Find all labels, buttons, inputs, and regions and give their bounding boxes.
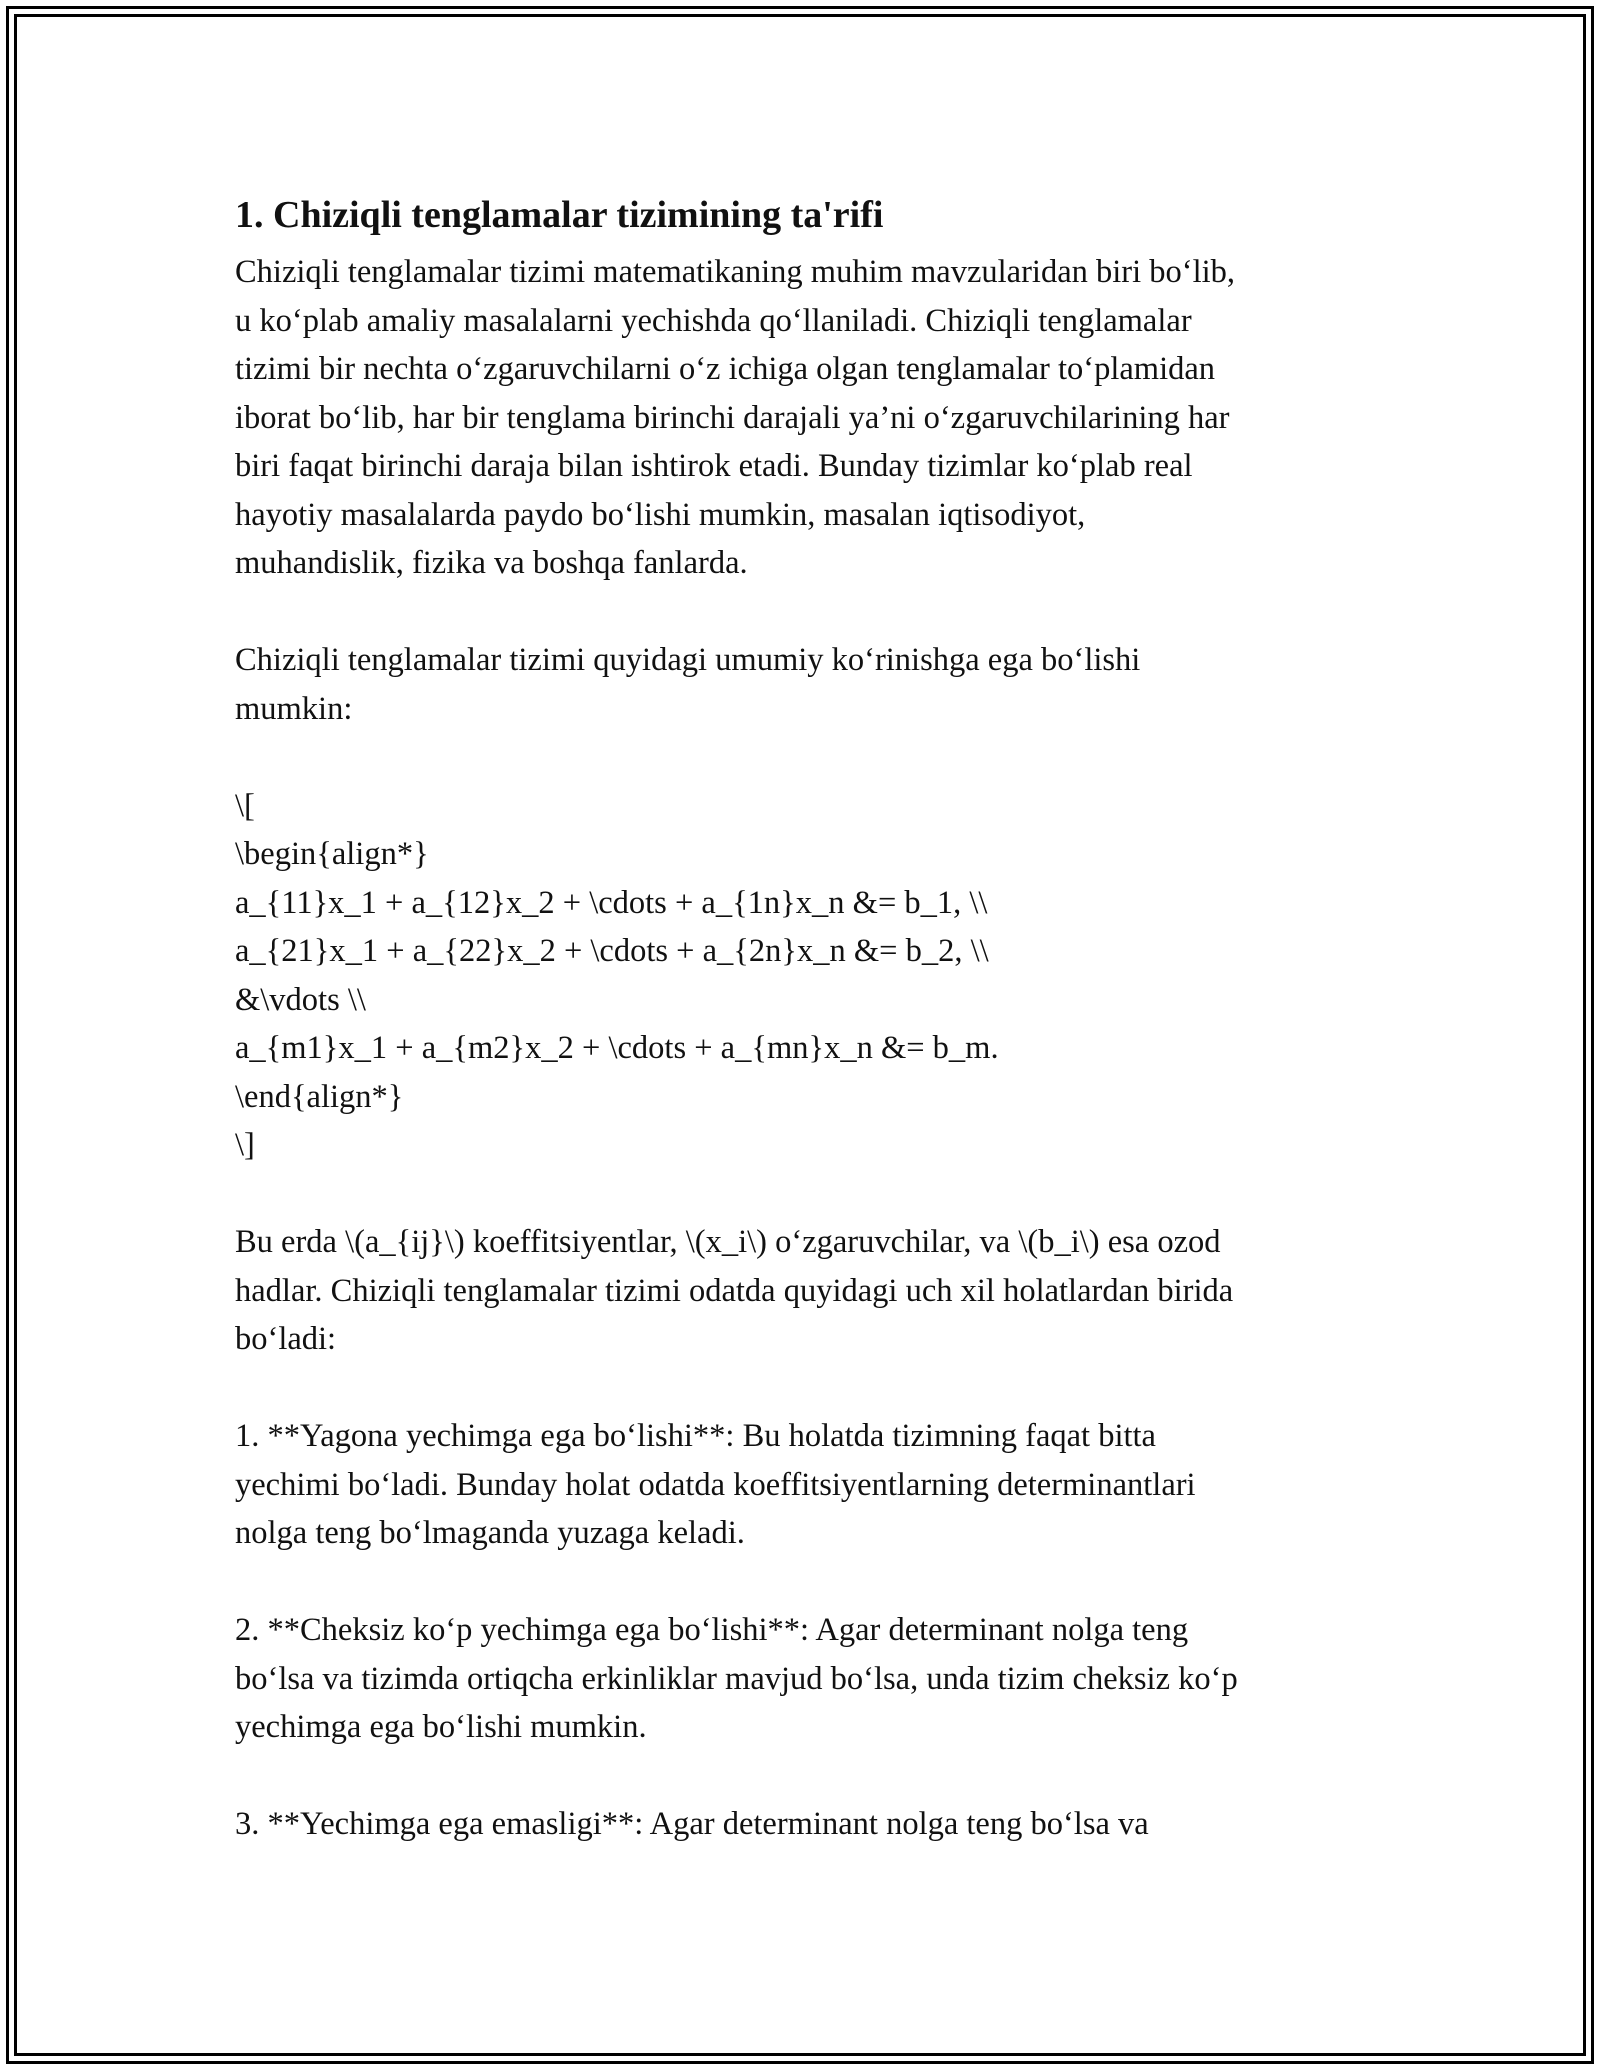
paragraph-line: nolga teng bo‘lmaganda yuzaga keladi.: [235, 1515, 745, 1551]
equation-line: \[: [235, 787, 255, 824]
paragraph-line: tizimi bir nechta o‘zgaruvchilarni o‘z ichiga olgan tenglamalar to‘plamidan: [235, 351, 1216, 387]
paragraph-line: yechimi bo‘ladi. Bunday holat odatda koeffitsiyentlarning determinantlari: [235, 1466, 1196, 1503]
general-form-paragraph: [235, 636, 1395, 733]
paragraph-gap: [235, 1364, 1395, 1413]
paragraph-line: bo‘ladi:: [235, 1321, 337, 1357]
paragraph-line: hayotiy masalalarda paydo bo‘lishi mumkin, masalan iqtisodiyot,: [235, 496, 1086, 533]
section-heading: 1. Chiziqli tenglamalar tizimining ta'rifi: [235, 194, 884, 236]
paragraph-line: Chiziqli tenglamalar tizimi matematikaning muhim mavzularidan biri bo‘lib,: [235, 254, 1236, 290]
paragraph-line: 1. **Yagona yechimga ega bo‘lishi**: Bu holatda tizimning faqat bitta: [235, 1418, 1156, 1454]
equation-line: a_{11}x_1 + a_{12}x_2 + \cdots + a_{1n}x_n &= b_1, \\: [235, 884, 988, 921]
paragraph-line: hadlar. Chiziqli tenglamalar tizimi odatda quyidagi uch xil holatlardan birida: [235, 1272, 1234, 1309]
paragraph-gap: [235, 733, 1395, 782]
equation-line: a_{21}x_1 + a_{22}x_2 + \cdots + a_{2n}x_n &= b_2, \\: [235, 933, 989, 969]
paragraph-gap: [235, 588, 1395, 637]
paragraph-gap: [235, 1170, 1395, 1219]
paragraph-line: muhandislik, fizika va boshqa fanlarda.: [235, 545, 748, 581]
paragraph-line: iborat bo‘lib, har bir tenglama birinchi darajali ya’ni o‘zgaruvchilarining har: [235, 399, 1230, 436]
paragraph-line: u ko‘plab amaliy masalalarni yechishda qo‘llaniladi. Chiziqli tenglamalar: [235, 302, 1192, 339]
paragraph-gap: [235, 1752, 1395, 1801]
paragraph-line: Chiziqli tenglamalar tizimi quyidagi umumiy ko‘rinishga ega bo‘lishi: [235, 642, 1141, 678]
paragraph-line: 3. **Yechimga ega emasligi**: Agar determinant nolga teng bo‘lsa va: [235, 1806, 1149, 1842]
paragraph-line: mumkin:: [235, 690, 353, 727]
paragraph-line: biri faqat birinchi daraja bilan ishtirok etadi. Bunday tizimlar ko‘plab real: [235, 448, 1193, 484]
paragraph-line: Bu erda \(a_{ij}\) koeffitsiyentlar, \(x_i\) o‘zgaruvchilar, va \(b_i\) esa ozod: [235, 1224, 1221, 1260]
document-body: [235, 186, 1395, 1849]
equation-line: \end{align*}: [235, 1078, 404, 1115]
equation-line: \begin{align*}: [235, 836, 429, 872]
paragraph-line: 2. **Cheksiz ko‘p yechimga ega bo‘lishi**: Agar determinant nolga teng: [235, 1612, 1189, 1648]
equation-line: a_{m1}x_1 + a_{m2}x_2 + \cdots + a_{mn}x_n &= b_m.: [235, 1030, 999, 1066]
explanation-paragraph: [235, 1218, 1395, 1364]
paragraph-line: yechimga ega bo‘lishi mumkin.: [235, 1709, 647, 1745]
case-2-paragraph: [235, 1606, 1395, 1752]
equation-line: \]: [235, 1127, 255, 1163]
paragraph-line: bo‘lsa va tizimda ortiqcha erkinliklar mavjud bo‘lsa, unda tizim cheksiz ko‘p: [235, 1660, 1238, 1697]
intro-paragraph: [235, 248, 1395, 588]
equation-line: &\vdots \\: [235, 981, 366, 1018]
case-3-paragraph: [235, 1800, 1395, 1849]
case-1-paragraph: [235, 1412, 1395, 1558]
paragraph-gap: [235, 1558, 1395, 1607]
equation-block: [235, 782, 1395, 1170]
